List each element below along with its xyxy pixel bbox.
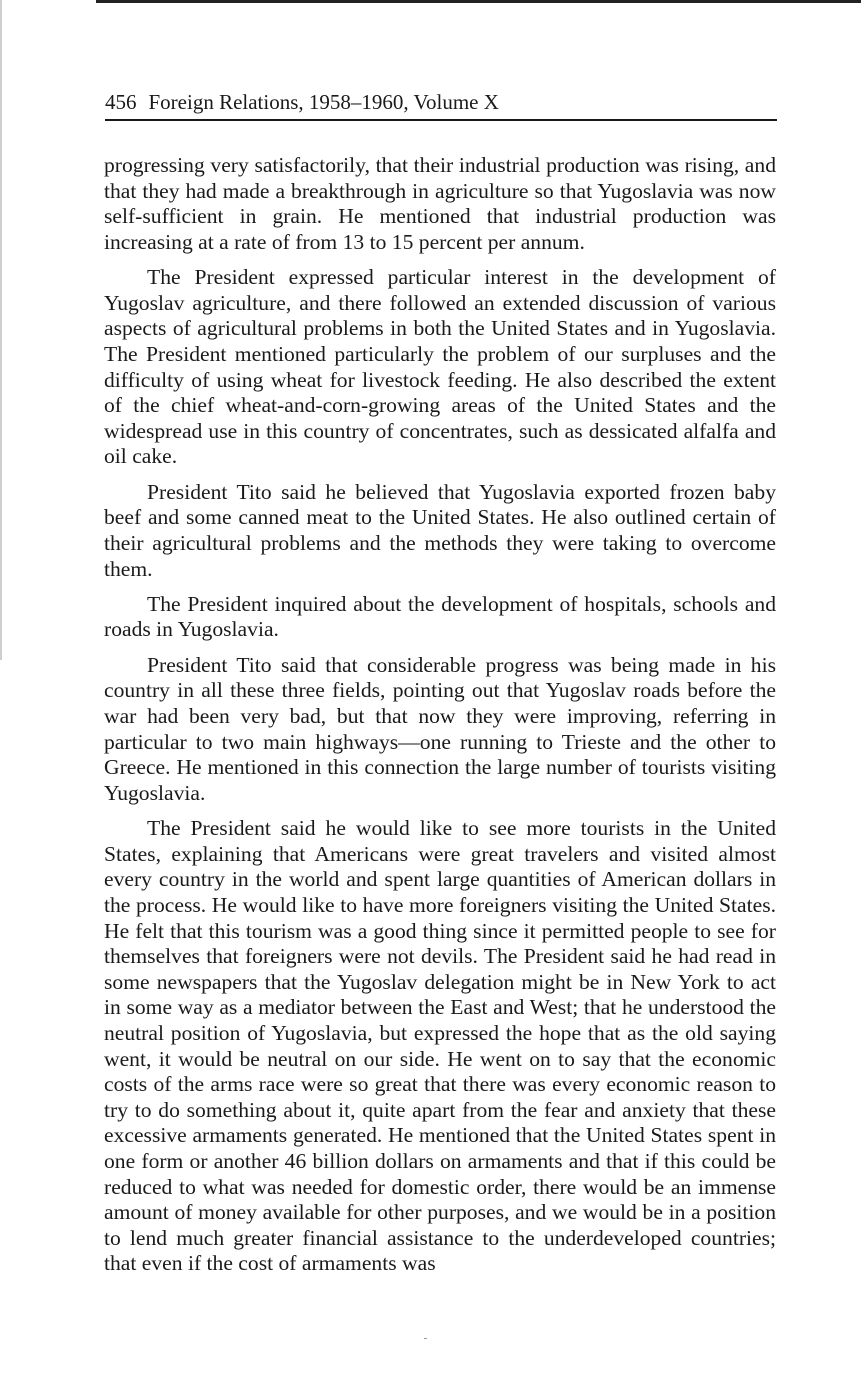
paragraph-continued-1: progressing very satisfactorily, that their industrial production was rising, and that they had made a breakthrough in agriculture so that Yugoslavia was now self-sufficient in grain. He mentioned that industrial production was increasing at a rate of from 13 to 15 percent per annum. [104,153,776,254]
paragraph-5: President Tito said that considerable progress was being made in his country in all these three fields, pointing out that Yugoslav roads before the war had been very bad, but that now they were improving, referring in particular to two main highways—one running to Trieste and the other to Greece. He mentioned in this connection the large number of tourists visiting Yugoslavia. [104,652,776,805]
paragraph-6: The President said he would like to see more tourists in the United States, explaining that Americans were great travelers and visited almost every country in the world and spent large quantities of American dollars in the process. He would like to have more foreigners visiting the United States. He felt that this tourism was a good thing since it permitted people to see for themselves that foreigners were not devils. The President said he had read in some newspapers that the Yugoslav delegation might be in New York to act in some way as a mediator between the East and West; that he understood the neutral position of Yugoslavia, but expressed the hope that as the old saying went, it would be neutral on our side. He went on to say that the economic costs of the arms race were so great that there was every economic reason to try to do something about it, quite apart from the fear and anxiety that these excessive armaments generated. He mentioned that the United States spent in one form or another 46 billion dollars on armaments and that if this could be reduced to what was needed for domestic order, there would be an immense amount of money available for other purposes, and we would be in a position to lend much greater financial assistance to the underdeveloped countries; that even if the cost of armaments was [104,816,776,1276]
paragraph-2: The President expressed particular interest in the development of Yugoslav agriculture, and there followed an extended discussion of various aspects of agricultural problems in both the United States and in Yugoslavia. The President mentioned particularly the problem of our surpluses and the difficulty of using wheat for livestock feeding. He also described the extent of the chief wheat-and-corn-growing areas of the United States and the widespread use in this country of concentrates, such as dessicated alfalfa and oil cake. [104,265,776,469]
scan-dust-mark [424,1338,427,1339]
paragraph-4: The President inquired about the development of hospitals, schools and roads in Yugoslavia. [104,591,776,642]
running-header [105,86,777,121]
document-body [104,153,776,1287]
scan-edge-shadow [0,0,2,660]
page-number: 456 [105,90,137,114]
publication-title: Foreign Relations, 1958–1960, Volume X [148,90,499,114]
page-top-border [96,0,861,3]
paragraph-3: President Tito said he believed that Yugoslavia exported frozen baby beef and some canned meat to the United States. He also outlined certain of their agricultural problems and the methods they were taking to overcome them. [104,479,776,581]
